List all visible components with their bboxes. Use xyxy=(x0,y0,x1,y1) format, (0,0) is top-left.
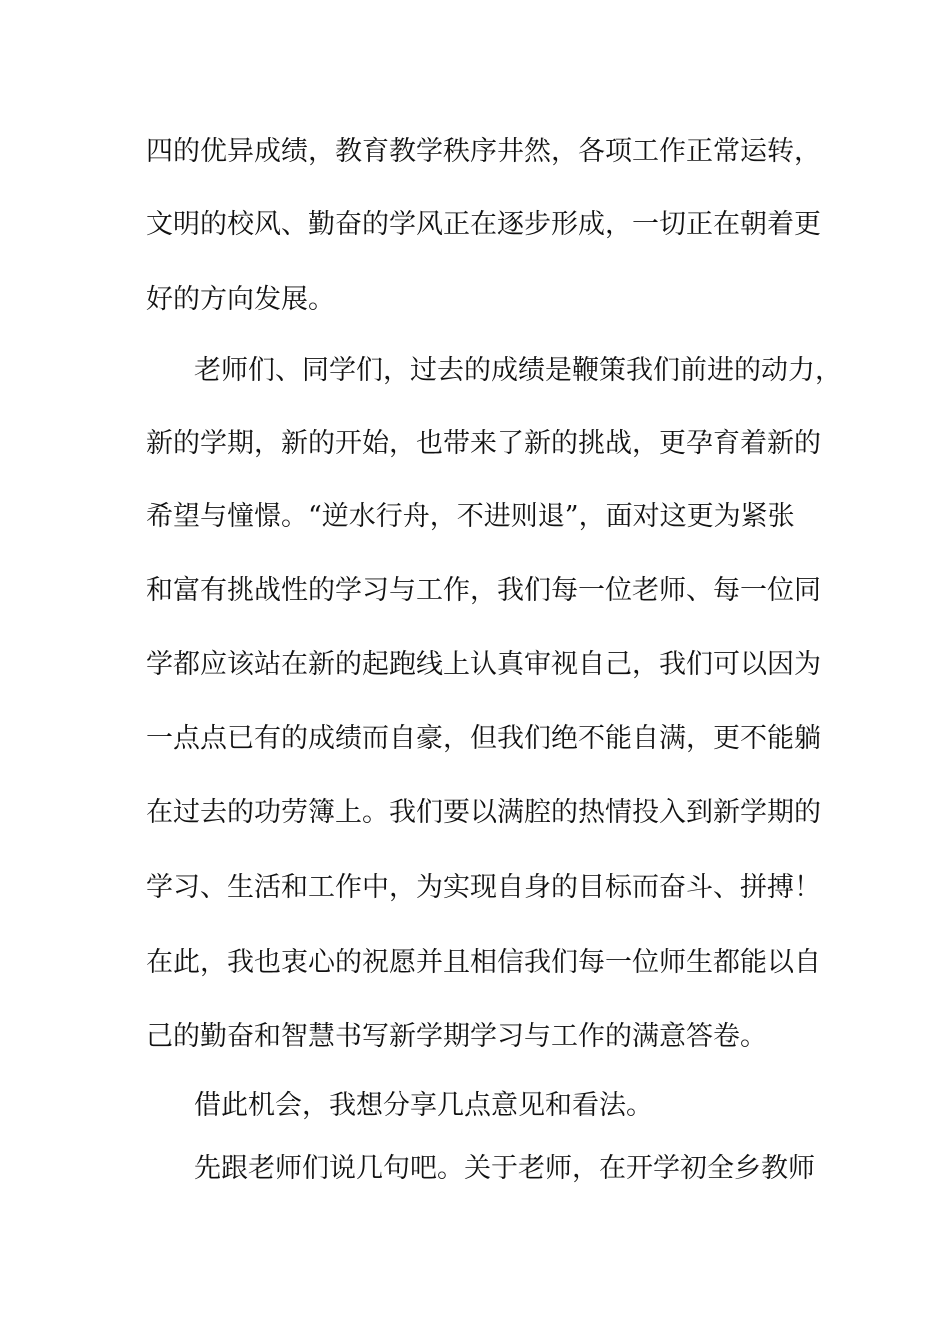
text-line-6: 希望与憧憬。“逆水行舟，不进则退”，面对这更为紧张 xyxy=(146,501,795,532)
text-line-12: 在此，我也衷心的祝愿并且相信我们每一位师生都能以自 xyxy=(146,947,821,978)
text-line-11: 学习、生活和工作中，为实现自身的目标而奋斗、拼搏！ xyxy=(146,872,821,903)
text-line-2: 文明的校风、勤奋的学风正在逐步形成，一切正在朝着更 xyxy=(146,209,821,240)
text-line-1: 四的优异成绩，教育教学秩序井然，各项工作正常运转， xyxy=(146,136,821,167)
text-line-15: 先跟老师们说几句吧。关于老师，在开学初全乡教师 xyxy=(194,1153,815,1184)
text-line-10: 在过去的功劳簿上。我们要以满腔的热情投入到新学期的 xyxy=(146,797,821,828)
text-line-7: 和富有挑战性的学习与工作，我们每一位老师、每一位同 xyxy=(146,575,821,606)
text-line-3: 好的方向发展。 xyxy=(146,284,335,315)
text-line-8: 学都应该站在新的起跑线上认真审视自己，我们可以因为 xyxy=(146,649,821,680)
text-line-4: 老师们、同学们，过去的成绩是鞭策我们前进的动力， xyxy=(194,355,842,386)
text-line-13: 己的勤奋和智慧书写新学期学习与工作的满意答卷。 xyxy=(146,1021,767,1052)
text-line-9: 一点点已有的成绩而自豪，但我们绝不能自满，更不能躺 xyxy=(146,723,821,754)
text-line-5: 新的学期，新的开始，也带来了新的挑战，更孕育着新的 xyxy=(146,428,821,459)
text-line-14: 借此机会，我想分享几点意见和看法。 xyxy=(194,1090,653,1121)
